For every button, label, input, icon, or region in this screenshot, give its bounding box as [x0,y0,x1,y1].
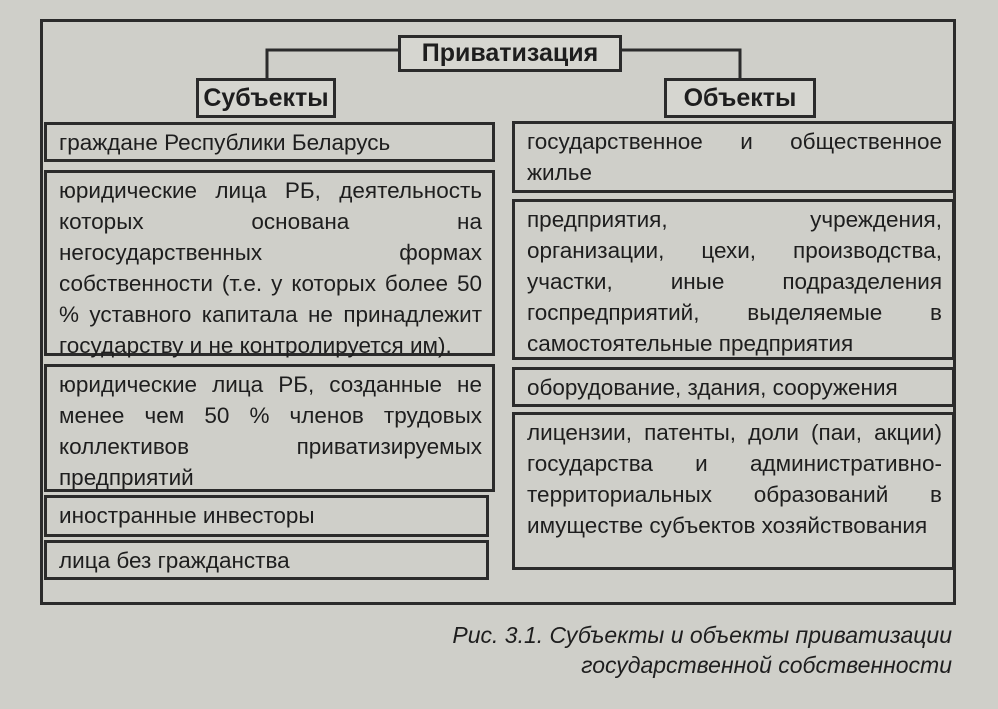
object-item-enterprises: предприятия, учреждения, организации, цехи, производства, участки, иные подразделения госпредприятий, выделяемые в самостоятельные предприятия [512,199,955,360]
subject-item-labor-collective-entities: юридические лица РБ, созданные не менее чем 50 % членов трудовых коллективов приватизируемых предприятий [44,364,495,492]
object-item-equipment-buildings: оборудование, здания, сооружения [512,367,955,407]
privatization-title-box [398,35,622,72]
privatization-title: Приватизация [421,39,599,67]
subject-item-private-legal-entities: юридические лица РБ, деятельность которых основана на негосударственных формах собственности (т.е. у которых более 50 % уставного капитала не принадлежит государству и не контролируется им). [44,170,495,356]
object-item-licenses-shares: лицензии, патенты, доли (паи, акции) государства и административно-территориальных образований в имуществе субъектов хозяйствования [512,412,955,570]
subjects-header: Субъекты [203,83,329,112]
object-item-housing: государственное и общественное жилье [512,121,955,193]
subject-item-foreign-investors: иностранные инвесторы [44,495,489,537]
figure-caption-line1: Рис. 3.1. Субъекты и объекты приватизации [452,622,952,648]
subject-item-citizens: граждане Республики Беларусь [44,122,495,162]
objects-header-box [664,78,816,118]
figure-caption [392,620,952,680]
subjects-header-box [196,78,336,118]
subject-item-stateless-persons: лица без гражданства [44,540,489,580]
figure-caption-line2: государственной собственности [581,652,952,678]
objects-header: Объекты [683,83,797,112]
